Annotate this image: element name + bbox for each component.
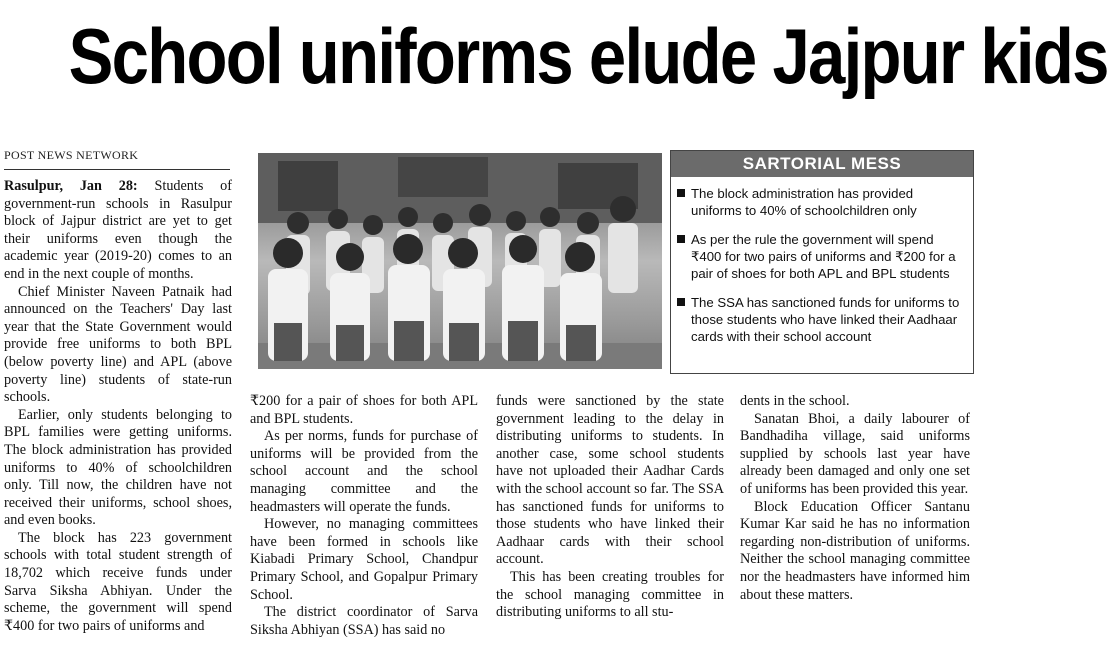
square-bullet-icon <box>677 298 685 306</box>
article-paragraph: Sanatan Bhoi, a daily labourer of Bandhadiha village, said uniforms supplied by schools last year have already been damaged and only one set of uniforms has been provided this year. <box>740 410 970 497</box>
bullet-text: As per the rule the government will spend ₹400 for two pairs of uniforms and ₹200 for a pair of shoes for both APL and BPL students <box>691 232 956 281</box>
bullet-text: The block administration has provided uniforms to 40% of schoolchildren only <box>691 186 917 218</box>
article-paragraph: This has been creating troubles for the school managing committee in distributing uniforms to all stu- <box>496 568 724 621</box>
article-column-2 <box>250 393 478 639</box>
article-column-1 <box>4 178 232 635</box>
news-photo-students <box>258 153 662 369</box>
bullet-item <box>677 231 965 282</box>
article-paragraph: ₹200 for a pair of shoes for both APL and BPL students. <box>250 393 478 427</box>
article-column-4 <box>740 393 970 604</box>
sartorial-mess-box <box>670 150 974 374</box>
bullet-text: The SSA has sanctioned funds for uniforms to those students who have linked their Aadhaar cards with their school account <box>691 295 960 344</box>
paragraph-text: Students of government-run schools in Rasulpur block of Jajpur district are yet to get their uniforms even though the academic year (2019-20) comes to an end in the next couple of months. <box>4 178 232 282</box>
dateline: Rasulpur, Jan 28: <box>4 178 138 194</box>
students-photo-illustration <box>258 153 662 369</box>
article-paragraph: funds were sanctioned by the state government leading to the delay in distributing uniforms to students. In another case, some school students have not uploaded their Aadhar Cards with the school account so far. The SSA has sanctioned funds for uniforms to those students who have linked their Aadhaar cards with their school account. <box>496 393 724 568</box>
article-paragraph: As per norms, funds for purchase of uniforms will be provided from the school account and the school managing committee and the headmasters will operate the funds. <box>250 428 478 515</box>
box-bullet-list <box>671 177 973 345</box>
headline: School uniforms elude Jajpur kids <box>68 12 1108 100</box>
article-paragraph <box>4 178 232 284</box>
square-bullet-icon <box>677 189 685 197</box>
box-title: SARTORIAL MESS <box>671 151 973 177</box>
article-paragraph: dents in the school. <box>740 393 850 409</box>
bullet-item <box>677 294 965 345</box>
article-paragraph: Chief Minister Naveen Patnaik had announced on the Teachers' Day last year that the State Government would provide free uniforms to both BPL (below poverty line) and APL (above poverty line) students of state-run schools. <box>4 283 232 406</box>
article-paragraph: However, no managing committees have been formed in schools like Kiabadi Primary School, Chandpur Primary School, and Gopalpur Primary School. <box>250 516 478 603</box>
article-paragraph: The district coordinator of Sarva Siksha Abhiyan (SSA) has said no <box>250 604 478 638</box>
article-paragraph: Block Education Officer Santanu Kumar Kar said he has no information regarding non-distribution of uniforms. Neither the school managing committee nor the headmasters have informed him about these matters. <box>740 498 970 603</box>
article-column-3 <box>496 393 724 622</box>
article-paragraph: Earlier, only students belonging to BPL families were getting uniforms. The block administration has provided uniforms to 40% of schoolchildren only. Till now, the children have not received their uniforms, school shoes, and even books. <box>4 406 232 529</box>
bullet-item <box>677 185 965 219</box>
byline: POST NEWS NETWORK <box>4 148 230 170</box>
square-bullet-icon <box>677 235 685 243</box>
article-paragraph: The block has 223 government schools with total student strength of 18,702 which receive funds under Sarva Siksha Abhiyan. Under the scheme, the government will spend ₹400 for two pairs of uniforms and <box>4 529 232 634</box>
